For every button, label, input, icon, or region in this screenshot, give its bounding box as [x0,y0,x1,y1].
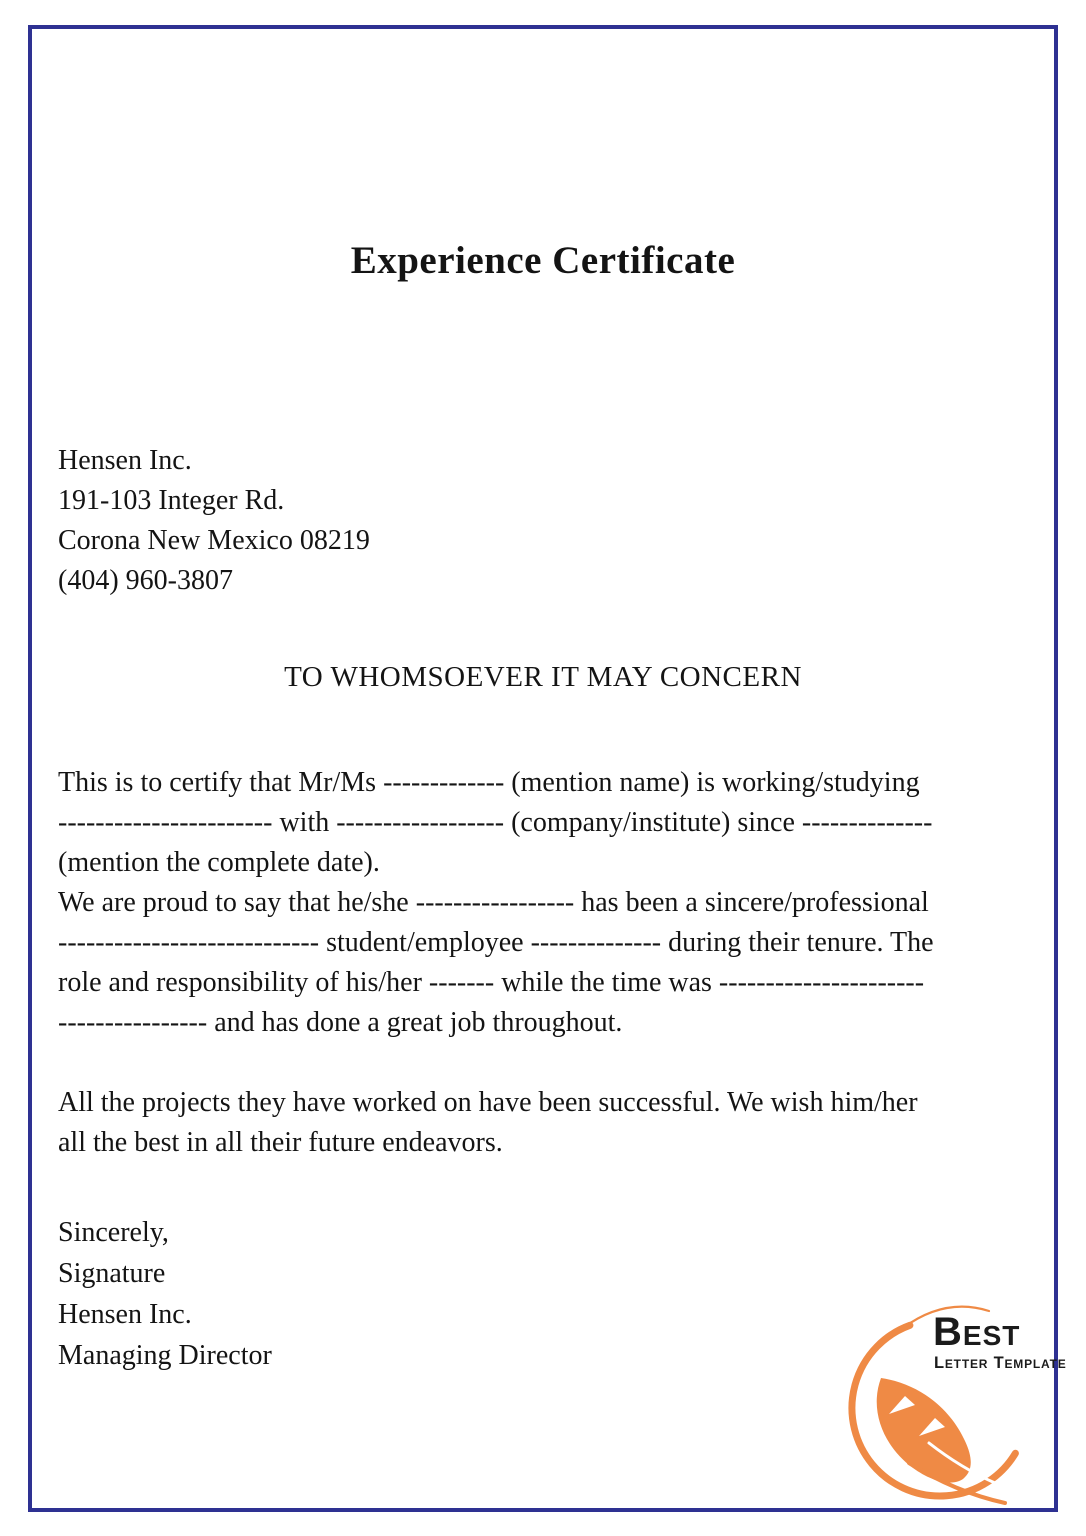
salutation-line: TO WHOMSOEVER IT MAY CONCERN [284,661,802,693]
body-line: This is to certify that Mr/Ms ------------- (mention name) is working/studying [58,767,920,798]
logo-tagline-text: Letter Template [934,1354,1067,1372]
signoff-line: Sincerely, [58,1217,169,1248]
body-paragraph-1 [58,763,934,1043]
sender-line: (404) 960-3807 [58,565,233,596]
body-line: all the best in all their future endeavors. [58,1127,503,1158]
page-title: Experience Certificate [350,239,736,282]
body-paragraph-2 [58,1083,918,1163]
body-line: We are proud to say that he/she ----------------- has been a sincere/professional [58,887,929,918]
sender-line: Corona New Mexico 08219 [58,525,370,556]
body-line: (mention the complete date). [58,847,380,878]
body-line: ---------------------------- student/employee -------------- during their tenure. The [58,927,934,958]
signoff-line: Signature [58,1258,166,1289]
signoff-line: Hensen Inc. [58,1299,192,1330]
signoff-line: Managing Director [58,1340,272,1371]
body-line: ---------------- and has done a great job throughout. [58,1007,623,1038]
sender-line: 191-103 Integer Rd. [58,485,285,516]
sender-address-block [58,441,370,601]
body-line: ----------------------- with ------------------ (company/institute) since -------------- [58,807,933,838]
brand-logo [845,1278,1067,1510]
logo-brand-text: Best [933,1310,1021,1354]
signoff-block [58,1212,272,1376]
sender-line: Hensen Inc. [58,445,192,476]
feather-icon [877,1378,971,1483]
body-line: All the projects they have worked on have been successful. We wish him/her [58,1087,918,1118]
body-line: role and responsibility of his/her ------- while the time was ---------------------- [58,967,925,998]
